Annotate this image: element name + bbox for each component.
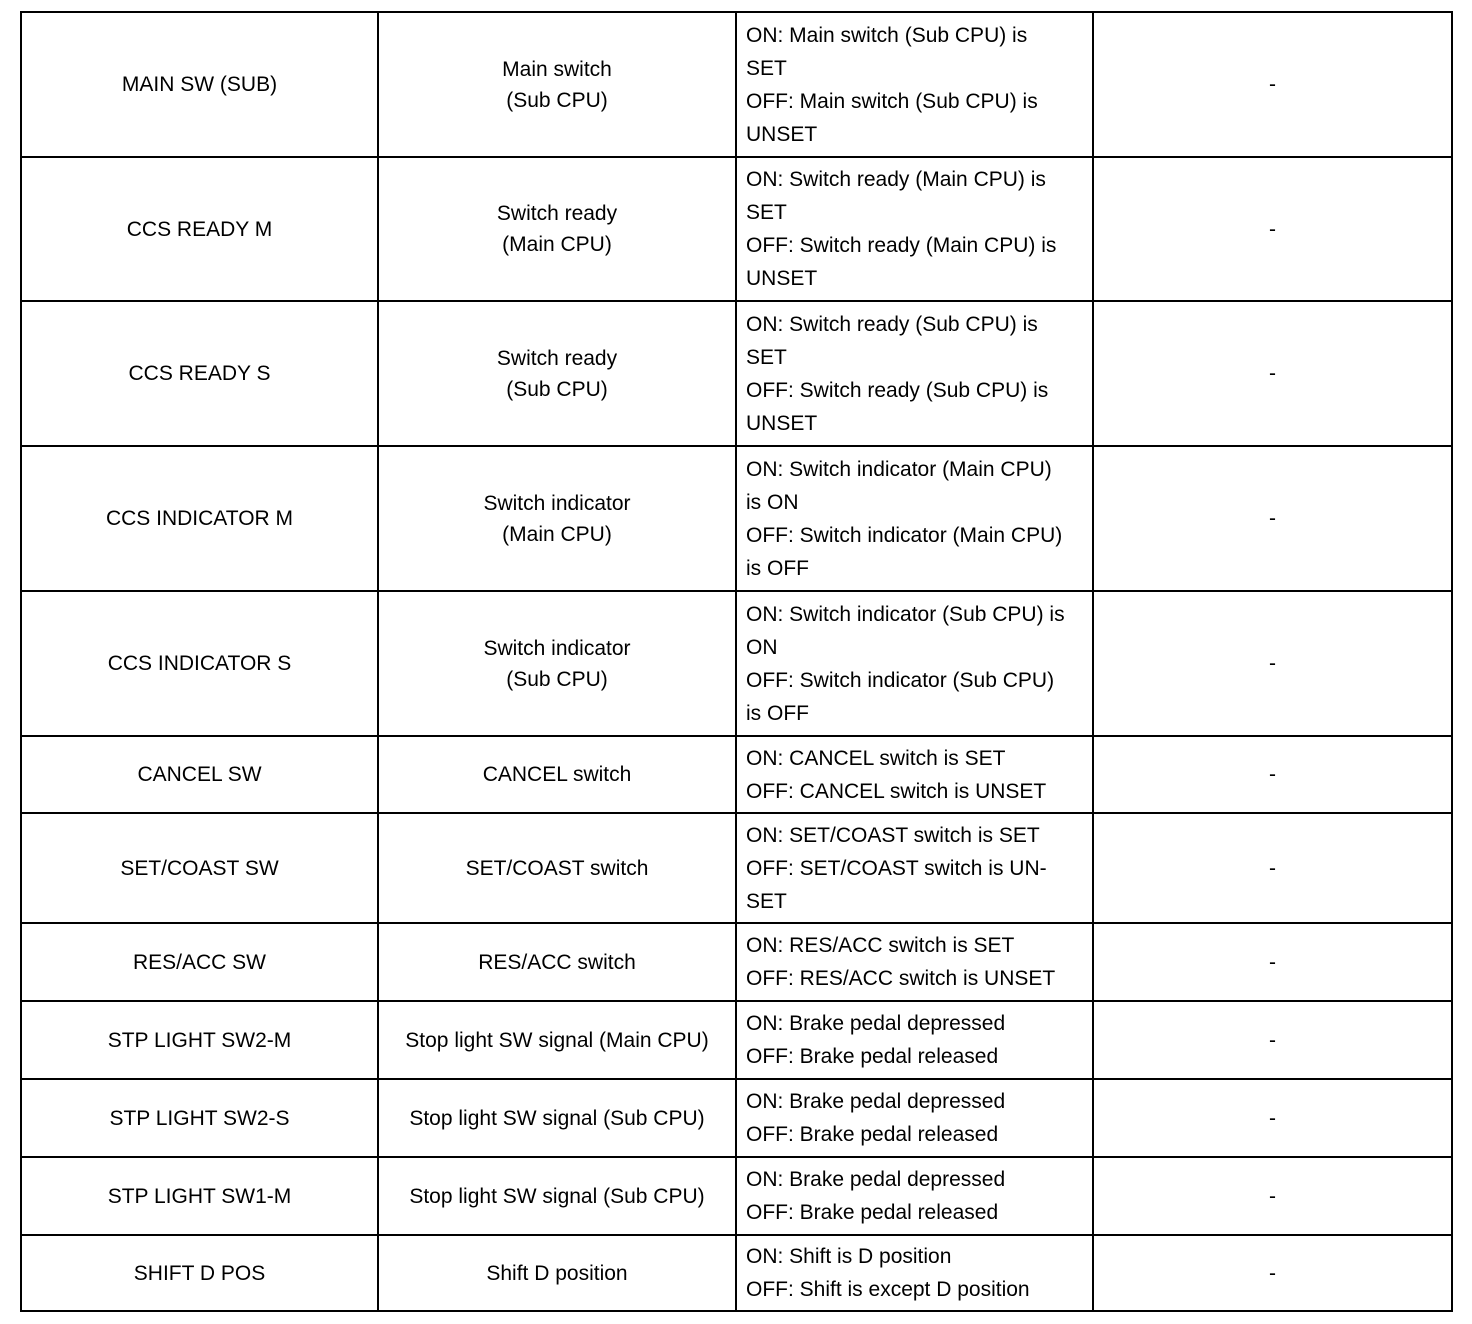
monitor-item-cell: CANCEL SW: [21, 736, 378, 813]
condition-line: OFF: Brake pedal released: [746, 1045, 999, 1068]
measurement-item-cell: [378, 446, 736, 591]
condition-line: ON: Switch indicator (Sub CPU) is: [746, 602, 1065, 626]
monitor-item-cell: CCS READY S: [21, 301, 378, 446]
diagnostic-data-table: [20, 11, 1453, 1312]
measurement-item-cell: [378, 591, 736, 736]
monitor-item-cell: CCS INDICATOR M: [21, 446, 378, 591]
normal-range-cell: -: [1093, 301, 1452, 446]
measurement-item-cell: [378, 1157, 736, 1235]
measurement-line: Switch indicator: [483, 636, 631, 660]
condition-line: ON: CANCEL switch is SET: [746, 746, 1006, 770]
condition-line: OFF: Switch ready (Main CPU) is: [746, 234, 1057, 257]
condition-line: OFF: Brake pedal released: [746, 1123, 999, 1146]
normal-range-cell: -: [1093, 446, 1452, 591]
table-row: [21, 1157, 1452, 1235]
measurement-line: Stop light SW signal (Main CPU): [405, 1028, 709, 1052]
condition-line: SET: [746, 889, 787, 913]
condition-cell: [736, 1079, 1093, 1157]
measurement-item-cell: [378, 12, 736, 157]
condition-line: OFF: Main switch (Sub CPU) is: [746, 89, 1038, 113]
condition-line: OFF: RES/ACC switch is UNSET: [746, 967, 1056, 990]
condition-cell: [736, 12, 1093, 157]
condition-line: OFF: Shift is except D position: [746, 1278, 1030, 1301]
condition-cell: [736, 923, 1093, 1001]
condition-cell: [736, 446, 1093, 591]
measurement-line: Main switch: [502, 57, 612, 81]
condition-line: SET: [746, 56, 787, 80]
measurement-line: (Main CPU): [502, 233, 612, 256]
monitor-item-cell: CCS READY M: [21, 157, 378, 301]
normal-range-cell: -: [1093, 923, 1452, 1001]
table-row: [21, 813, 1452, 923]
normal-range-cell: -: [1093, 1079, 1452, 1157]
table-row: [21, 12, 1452, 157]
monitor-item-cell: STP LIGHT SW2-S: [21, 1079, 378, 1157]
measurement-item-cell: [378, 923, 736, 1001]
condition-line: ON: Brake pedal depressed: [746, 1090, 1006, 1113]
condition-line: ON: Brake pedal depressed: [746, 1168, 1006, 1191]
measurement-line: Stop light SW signal (Sub CPU): [409, 1106, 705, 1130]
measurement-item-cell: [378, 1235, 736, 1311]
measurement-line: RES/ACC switch: [478, 950, 636, 974]
monitor-item-cell: SET/COAST SW: [21, 813, 378, 923]
measurement-line: SET/COAST switch: [465, 856, 649, 880]
condition-line: ON: Switch ready (Main CPU) is: [746, 168, 1046, 191]
measurement-line: (Main CPU): [502, 522, 612, 546]
table-row: [21, 591, 1452, 736]
measurement-item-cell: [378, 1079, 736, 1157]
condition-cell: [736, 591, 1093, 736]
table-row: [21, 1079, 1452, 1157]
condition-cell: [736, 1235, 1093, 1311]
condition-line: OFF: CANCEL switch is UNSET: [746, 779, 1047, 803]
normal-range-cell: -: [1093, 12, 1452, 157]
condition-line: ON: Switch ready (Sub CPU) is: [746, 312, 1038, 336]
condition-line: is OFF: [746, 556, 809, 580]
table-row: [21, 157, 1452, 301]
condition-line: OFF: SET/COAST switch is UN-: [746, 856, 1047, 880]
condition-line: UNSET: [746, 122, 818, 146]
measurement-line: (Sub CPU): [506, 667, 608, 691]
condition-line: ON: SET/COAST switch is SET: [746, 823, 1040, 847]
condition-line: OFF: Switch indicator (Main CPU): [746, 523, 1063, 547]
measurement-line: Switch ready: [496, 202, 618, 225]
normal-range-cell: -: [1093, 736, 1452, 813]
condition-line: OFF: Brake pedal released: [746, 1201, 999, 1224]
measurement-line: (Sub CPU): [506, 88, 608, 112]
measurement-item-cell: [378, 736, 736, 813]
condition-line: ON: Shift is D position: [746, 1245, 952, 1268]
condition-line: is OFF: [746, 701, 809, 725]
condition-cell: [736, 1001, 1093, 1079]
measurement-line: Shift D position: [486, 1261, 628, 1285]
monitor-item-cell: STP LIGHT SW1-M: [21, 1157, 378, 1235]
measurement-item-cell: [378, 813, 736, 923]
measurement-line: (Sub CPU): [506, 377, 608, 401]
table-body: [21, 12, 1452, 1311]
measurement-item-cell: [378, 157, 736, 301]
normal-range-cell: -: [1093, 1235, 1452, 1311]
measurement-item-cell: [378, 1001, 736, 1079]
condition-line: ON: RES/ACC switch is SET: [746, 934, 1015, 957]
condition-line: UNSET: [746, 267, 818, 290]
table-row: [21, 1235, 1452, 1311]
measurement-line: CANCEL switch: [482, 763, 632, 786]
condition-cell: [736, 1157, 1093, 1235]
condition-line: SET: [746, 201, 787, 224]
condition-line: is ON: [746, 490, 799, 514]
table-row: [21, 446, 1452, 591]
monitor-item-cell: CCS INDICATOR S: [21, 591, 378, 736]
condition-line: OFF: Switch ready (Sub CPU) is: [746, 378, 1049, 402]
measurement-line: Switch indicator: [483, 491, 631, 515]
condition-line: ON: Brake pedal depressed: [746, 1012, 1006, 1035]
normal-range-cell: -: [1093, 1001, 1452, 1079]
normal-range-cell: -: [1093, 813, 1452, 923]
measurement-line: Stop light SW signal (Sub CPU): [409, 1184, 705, 1208]
table-row: [21, 301, 1452, 446]
condition-line: UNSET: [746, 411, 818, 435]
measurement-line: Switch ready: [496, 346, 618, 370]
normal-range-cell: -: [1093, 591, 1452, 736]
condition-cell: [736, 301, 1093, 446]
measurement-item-cell: [378, 301, 736, 446]
monitor-item-cell: SHIFT D POS: [21, 1235, 378, 1311]
normal-range-cell: -: [1093, 1157, 1452, 1235]
table-row: [21, 736, 1452, 813]
condition-cell: [736, 736, 1093, 813]
condition-cell: [736, 157, 1093, 301]
condition-line: OFF: Switch indicator (Sub CPU): [746, 668, 1055, 692]
condition-line: SET: [746, 345, 787, 369]
monitor-item-cell: RES/ACC SW: [21, 923, 378, 1001]
monitor-item-cell: STP LIGHT SW2-M: [21, 1001, 378, 1079]
condition-cell: [736, 813, 1093, 923]
condition-line: ON: Main switch (Sub CPU) is: [746, 23, 1028, 47]
condition-line: ON: Switch indicator (Main CPU): [746, 457, 1052, 481]
normal-range-cell: -: [1093, 157, 1452, 301]
table-row: [21, 923, 1452, 1001]
table-row: [21, 1001, 1452, 1079]
condition-line: ON: [746, 635, 778, 659]
monitor-item-cell: MAIN SW (SUB): [21, 12, 378, 157]
